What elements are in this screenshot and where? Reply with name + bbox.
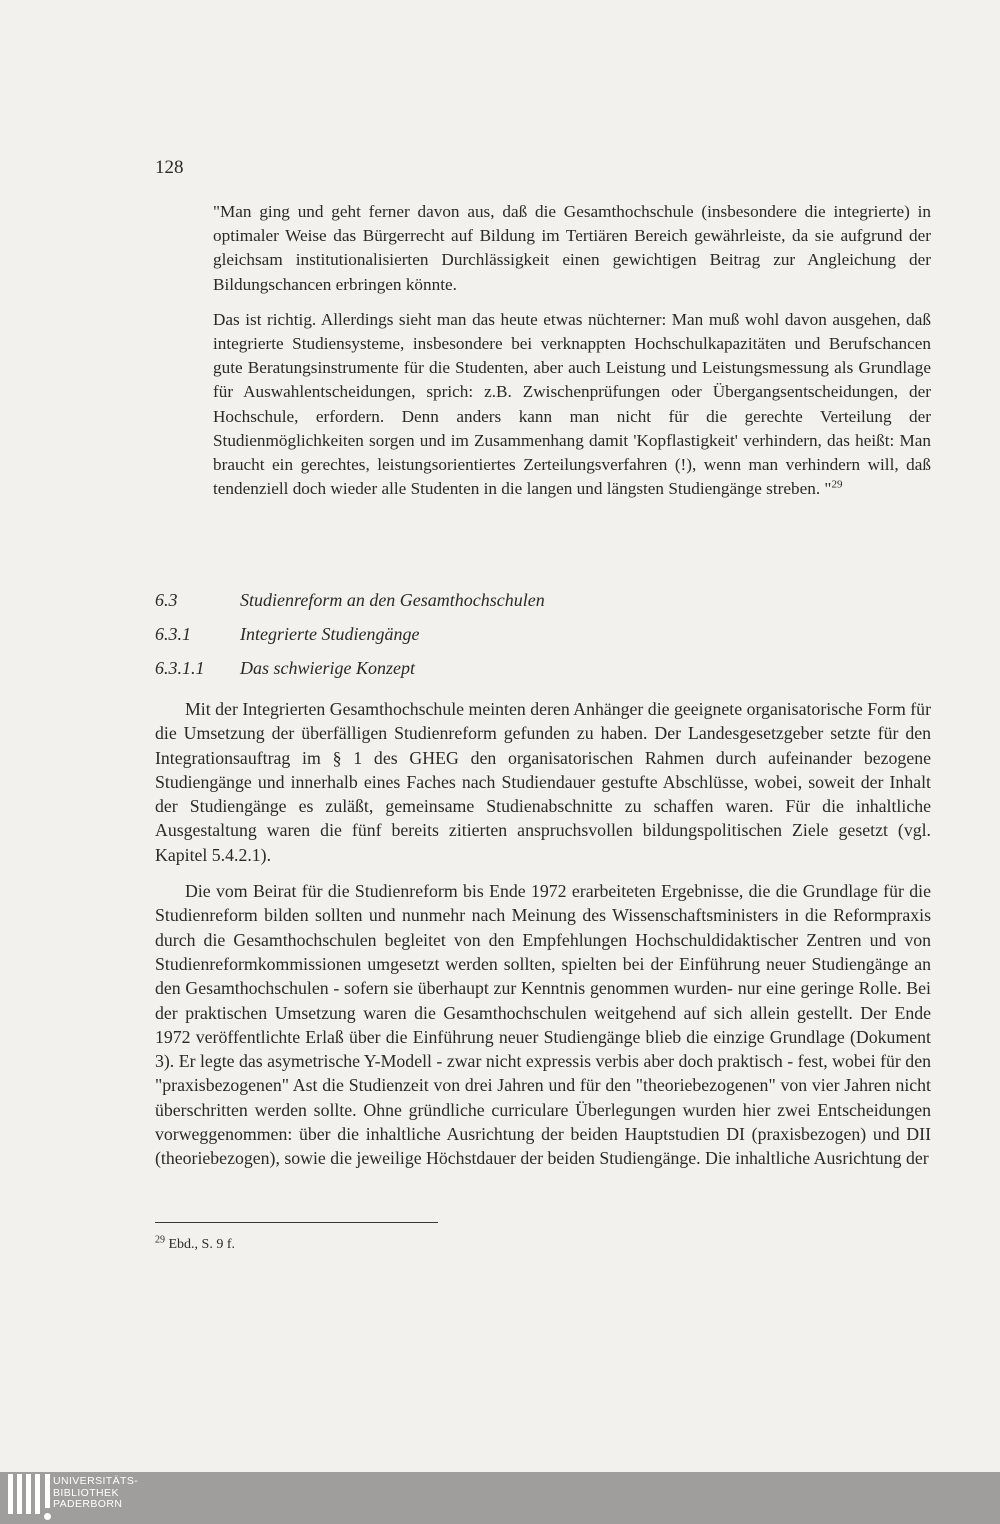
- section-heading-6-3: [155, 590, 545, 611]
- library-name: [53, 1476, 138, 1511]
- library-name-line-2: BIBLIOTHEK: [53, 1486, 119, 1499]
- section-number: 6.3.1: [155, 624, 191, 644]
- section-heading-6-3-1: [155, 624, 419, 645]
- section-title: Studienreform an den Gesamthochschulen: [240, 590, 545, 610]
- quote-paragraph-1: "Man ging und geht ferner davon aus, daß die Gesamthochschule (insbesondere die integrierte) in optimaler Weise das Bürgerrecht auf Bildung im Tertiären Bereich gewährleiste, da sie aufgrund der gleichsam institutionalisierten Durchlässigkeit einen gewichtigen Beitrag zur Angleichung der Bildungschancen erbringen könnte.: [213, 202, 931, 294]
- page-number: 128: [155, 157, 184, 178]
- block-quote: [213, 200, 931, 512]
- body-paragraph-1: Mit der Integrierten Gesamthochschule meinten deren Anhänger die geeignete organisatorische Form für die Umsetzung der überfälligen Studienreform gefunden zu haben. Der Landesgesetzgeber setzte für den Integrationsauftrag im § 1 des GHEG den organisatorischen Rahmen durch aufeinander bezogene Studiengänge und innerhalb eines Faches nach Studiendauer gestufte Abschlüsse, wobei, soweit der Inhalt der Studiengänge es zuläßt, gemeinsame Studienabschnitte zu schaffen waren. Für die inhaltliche Ausgestaltung waren die fünf bereits zitierten anspruchsvollen bildungspolitischen Ziele gesetzt (vgl. Kapitel 5.4.2.1).: [155, 699, 931, 865]
- quote-paragraph-2: [213, 308, 931, 502]
- footnote: [155, 1234, 235, 1253]
- footnote-mark: 29: [155, 1234, 165, 1246]
- footnote-divider: [155, 1222, 438, 1223]
- section-number: 6.3: [155, 590, 178, 610]
- footnote-text: Ebd., S. 9 f.: [168, 1237, 235, 1252]
- footnote-reference[interactable]: 29: [831, 478, 843, 491]
- library-name-line-3: PADERBORN: [53, 1498, 123, 1510]
- section-heading-6-3-1-1: [155, 658, 415, 679]
- library-name-line-1: UNIVERSITÄTS-: [53, 1475, 139, 1487]
- section-title: Integrierte Studiengänge: [240, 624, 420, 644]
- section-number: 6.3.1.1: [155, 658, 205, 678]
- quote-paragraph-2-text: Das ist richtig. Allerdings sieht man das heute etwas nüchterner: Man muß wohl davon ausgehen, daß integrierte Studiensysteme, insbesondere bei verknappten Hochschulkapazitäten und Berufschancen gute Beratungsinstrumente für die Studenten, aber auch Leistung und Leistungsmessung als Grundlage für Auswahlentscheidungen, sprich: z.B. Zwischenprüfungen oder Übergangsentscheidungen, der Hochschule, erfordern. Denn anders kann man nicht für die gerechte Verteilung der Studienmöglichkeiten sorgen und im Zusammenhang damit 'Kopflastigkeit' verhindern, das heißt: Man braucht ein gerechtes, leistungsorientiertes Zerteilungsverfahren (!), wenn man verhindern will, daß tendenziell doch wieder alle Studenten in die langen und längsten Studiengänge streben. ": [213, 309, 931, 499]
- body-paragraph-2: Die vom Beirat für die Studienreform bis Ende 1972 erarbeiteten Ergebnisse, die die Grundlage für die Studienreform bilden sollten und nunmehr nach Meinung des Wissenschaftsministers in die Reformpraxis durch die Gesamthochschulen begleitet von den Empfehlungen Hochschuldidaktischer Zentren und von Studienreformkommissionen umgesetzt werden sollten, spielten bei der Einführung neuer Studiengänge an den Gesamthochschulen - sofern sie überhaupt zur Kenntnis genommen wurden- nur eine geringe Rolle. Bei der praktischen Umsetzung waren die Gesamthochschulen weitgehend auf sich allein gestellt. Der Ende 1972 veröffentlichte Erlaß über die Einführung neuer Studiengänge blieb die einzige Grundlage (Dokument 3). Er legte das asymetrische Y-Modell - zwar nicht expressis verbis aber doch praktisch - fest, wobei für den "praxisbezogenen" Ast die Studienzeit von drei Jahren und für den "theoriebezogenen" von vier Jahren nicht überschritten werden sollte. Ohne gründliche curriculare Überlegungen wurden hier zwei Entscheidungen vorweggenommen: über die inhaltliche Ausrichtung der beiden Hauptstudien DI (praxisbezogen) und DII (theoriebezogen), sowie die jeweilige Höchstdauer der beiden Studiengänge. Die inhaltliche Ausrichtung der: [155, 881, 931, 1169]
- section-title: Das schwierige Konzept: [240, 658, 415, 678]
- library-banner: [0, 1472, 1000, 1524]
- body-text: [155, 697, 931, 1183]
